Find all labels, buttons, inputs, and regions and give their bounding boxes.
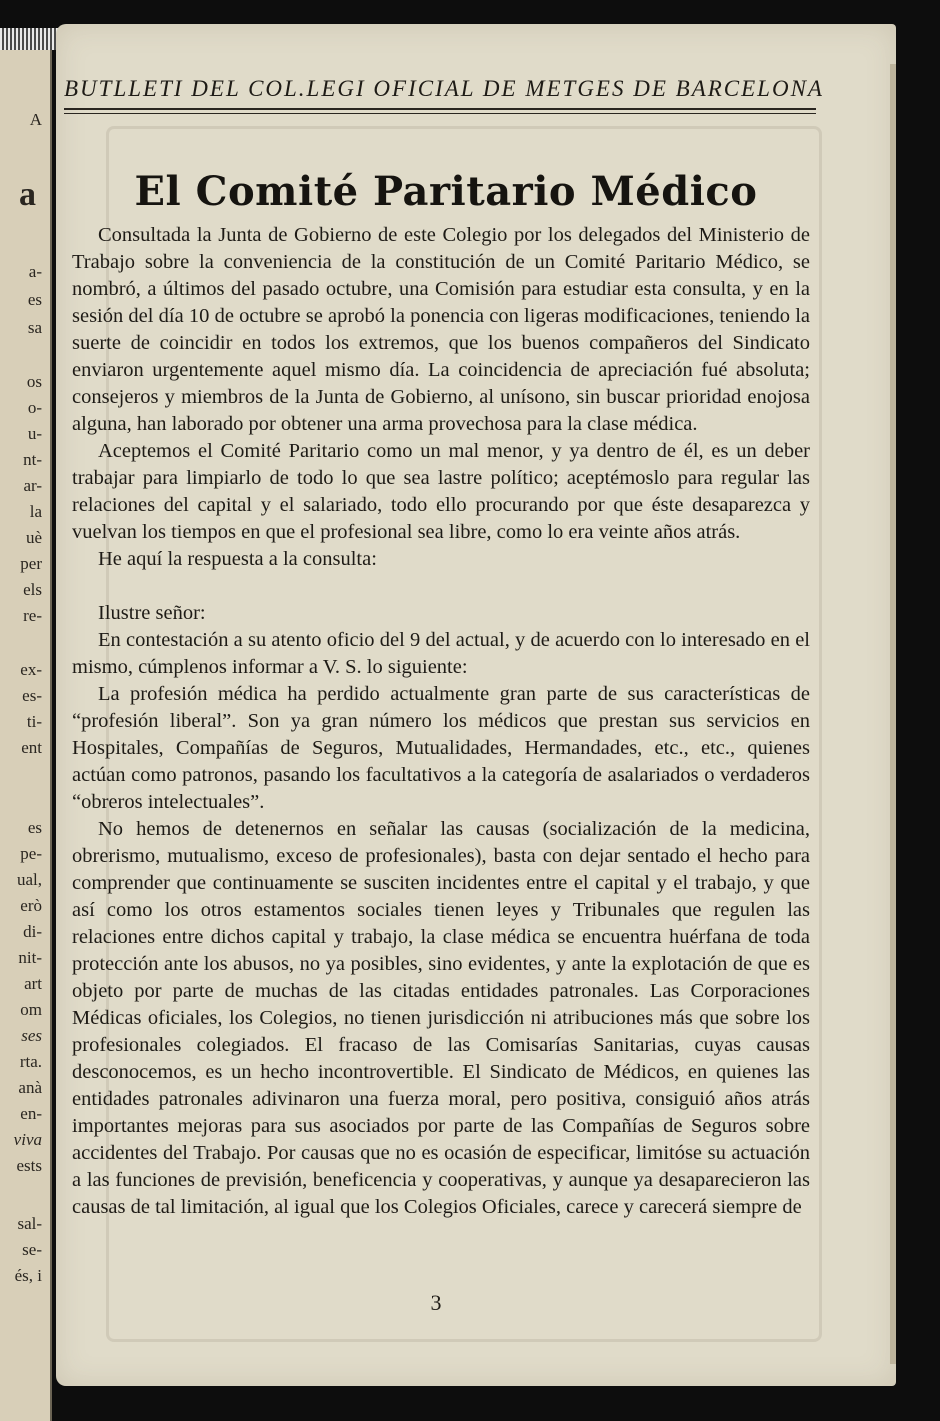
previous-page-title-fragment: a (19, 176, 36, 213)
previous-page-line: sa (27, 318, 42, 337)
previous-page-line: la (29, 502, 42, 521)
previous-page-line: os (26, 372, 42, 391)
paragraph: No hemos de detenernos en señalar las causas (socialización de la medicina, obrerismo, mutualismo, exceso de profesionales), basta con dejar sentado el hecho para comprender que continuamente se susciten incidentes entre el capital y el trabajo, y que así como los otros estamentos sociales tienen leyes y Tribunales que regulen las relaciones entre dichos capital y trabajo, la clase médica se encuentra huérfana de toda protección ante los abusos, no ya posibles, sino evidentes, y ante la explotación de que es objeto por parte de muchas de las citadas entidades patronales. Las Corporaciones Médicas oficiales, los Colegios, no tienen jurisdicción ni atribuciones más que sobre los profesionales colegiados. El fracaso de las Comisarías Sanitarias, cuyas causas desconocemos, es un hecho incontrovertible. El Sindicato de Médicos, en quienes las entidades patronales adivinaron una fuerza moral, pero positiva, consiguió años atrás importantes mejoras para sus asociados por parte de las Compañías de Seguros sobre accidentes del Trabajo. Por causas que no es ocasión de especificar, limitóse su actuación a las funciones de previsión, beneficencia y cooperativas, y aunque ya desaparecieron las causas de tal limitación, al igual que los Colegios Oficiales, carece y carecerá siempre de (72, 818, 810, 1218)
header-rule (64, 108, 816, 110)
previous-page-line: u- (27, 424, 42, 443)
previous-page-line: es- (22, 686, 42, 705)
previous-page-line: viva (13, 1130, 42, 1149)
header-rule (64, 113, 816, 114)
paragraph: He aquí la respuesta a la consulta: (98, 548, 377, 570)
spiral-binding (0, 28, 58, 50)
previous-page-edge (0, 48, 52, 1421)
previous-page-line: ti- (26, 712, 42, 731)
journal-page (56, 24, 896, 1386)
salutation: Ilustre señor: (98, 602, 206, 624)
paragraph: Consultada la Junta de Gobierno de este Colegio por los delegados del Ministerio de Trabajo sobre la conveniencia de la constitución de un Comité Paritario Médico, se nombró, a últimos del pasado octubre, una Comisión para estudiar esta consulta, y en la sesión del día 10 de octubre se aprobó la ponencia con ligeras modificaciones, teniendo la suerte de coincidir en todos los extremos, que los buenos compañeros del Sindicato enviaron urgentemente aquel mismo día. La coincidencia de apreciación fué absoluta; consejeros y miembros de la Junta de Gobierno, al unísono, sin buscar prioridad enojosa alguna, han laborado por obtener una arma provechosa para la clase médica. (72, 224, 810, 435)
previous-page-line: anà (18, 1078, 42, 1097)
previous-page-line: ual, (16, 870, 42, 889)
page-edge-shadow (890, 64, 896, 1364)
paragraph: Aceptemos el Comité Paritario como un mal menor, y ya dentro de él, es un deber trabajar para limpiarlo de todo lo que sea lastre político; aceptémoslo para regular las relaciones del capital y el salariado, todo ello procurando por que éste desaparezca y vuelvan los tiempos en que el profesional sea libre, como lo era veinte años atrás. (72, 440, 810, 543)
previous-page-line: en- (20, 1104, 42, 1123)
paragraph: La profesión médica ha perdido actualmente gran parte de sus características de “profesión liberal”. Son ya gran número los médicos que prestan sus servicios en Hospitales, Compañías de Seguros, Mutualidades, Hermandades, etc., etc., quienes actúan como patronos, pasando los facultativos a la categoría de asalariados o verdaderos “obreros intelectuales”. (72, 683, 810, 813)
previous-page-line: rta. (19, 1052, 42, 1071)
previous-page-line: a- (28, 262, 42, 281)
previous-page-line: di- (23, 922, 42, 941)
previous-page-line: els (23, 580, 42, 599)
previous-page-line: o- (27, 398, 42, 417)
previous-page-line: art (24, 974, 42, 993)
page-number: 3 (430, 1290, 442, 1315)
previous-page-line: es (27, 818, 42, 837)
previous-page-line: se- (22, 1240, 42, 1259)
previous-page-line: és, i (14, 1266, 42, 1285)
paragraph: En contestación a su atento oficio del 9 del actual, y de acuerdo con lo interesado en el mismo, cúmplenos informar a V. S. lo siguiente: (72, 629, 810, 678)
previous-page-line: pe- (20, 844, 42, 863)
article-body (72, 222, 810, 1221)
running-head: BUTLLETI DEL COL.LEGI OFICIAL DE METGES DE BARCELONA (64, 76, 824, 101)
previous-page-line: om (20, 1000, 42, 1019)
previous-page-line: re- (23, 606, 42, 625)
article-title: El Comité Paritario Médico (134, 168, 758, 215)
previous-page-top-fragment: A (29, 110, 42, 129)
previous-page-line: ests (16, 1156, 42, 1175)
previous-page-line: nt- (23, 450, 42, 469)
previous-page-line: uè (25, 528, 42, 547)
previous-page-line: ar- (23, 476, 42, 495)
previous-page-line: sal- (17, 1214, 42, 1233)
previous-page-line: per (20, 554, 42, 573)
previous-page-line: erò (20, 896, 42, 915)
previous-page-line: ses (21, 1026, 42, 1045)
previous-page-line: es (27, 290, 42, 309)
previous-page-line: ent (21, 738, 42, 757)
previous-page-line: ex- (20, 660, 42, 679)
previous-page-line: nit- (18, 948, 42, 967)
